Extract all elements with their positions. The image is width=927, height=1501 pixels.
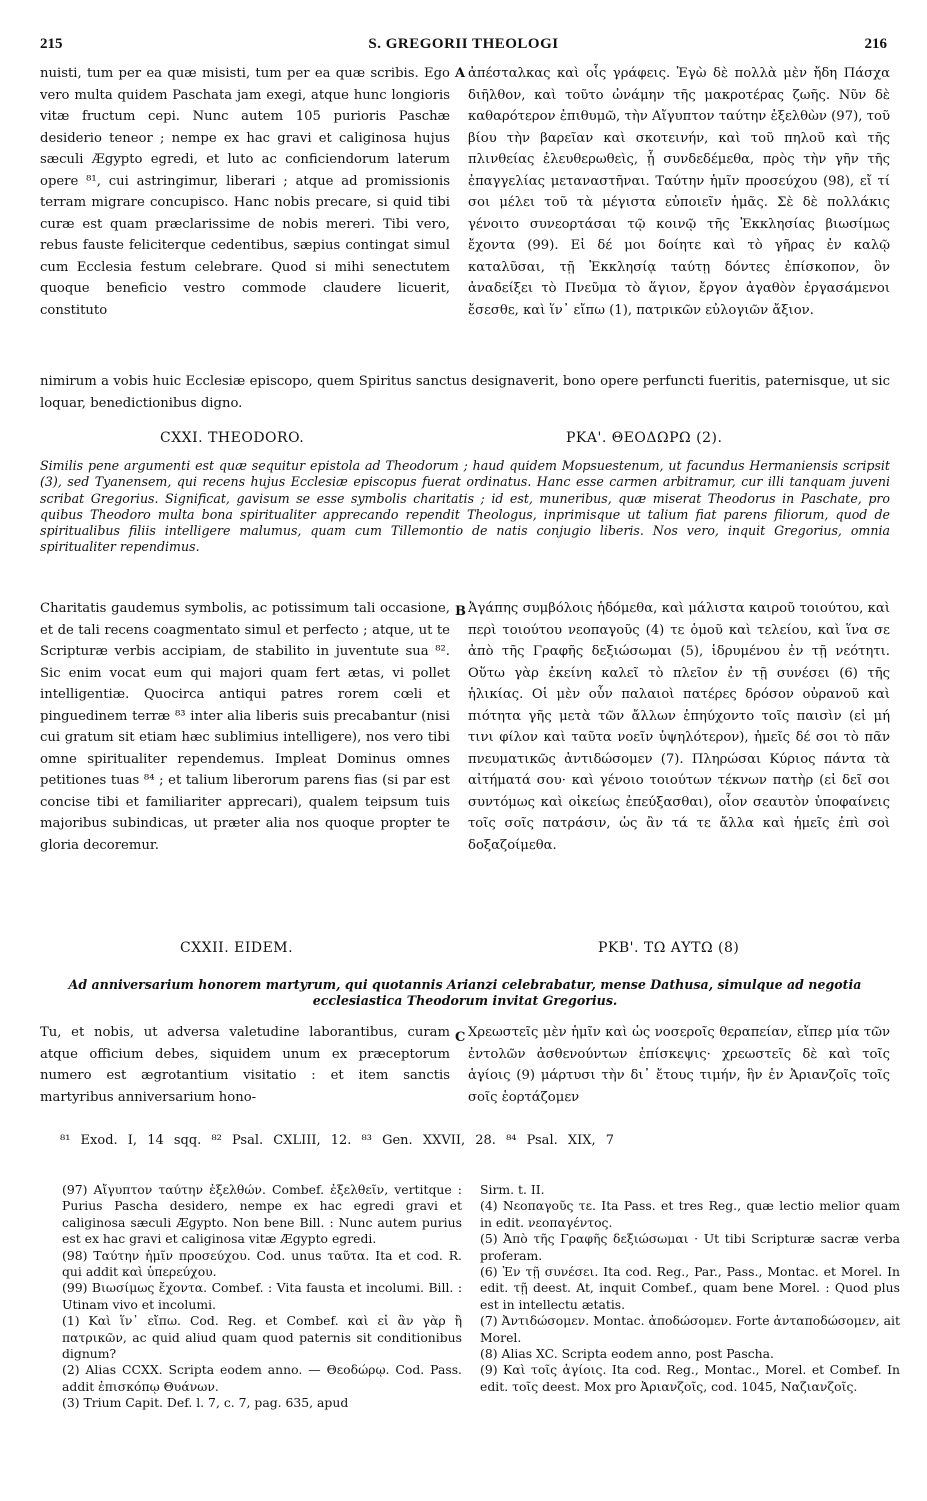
letter-121-greek-title: ΡΚΑ'. ΘΕΟΔΩΡΩ (2). xyxy=(566,430,723,446)
letter-121-summary: Similis pene argumenti est quæ sequitur epistola ad Theodorum ; haud quidem Mopsuestenum, ut facundus Hermaniensis scripsit (3), sed Tyanensem, qui recens hujus Ecclesiæ episcopus fuerat ordinatus. Hanc esse carmen arbitramur, cur illi tanquam juveni scribat Gregorius. Significat, gavisum se esse symbolis charitatis ; id est, muneribus, quæ miserat Theodorus in Paschate, pro quibus Theodoro multa bona spiritualiter apprecando rependit Theologus, inprimisque ut talium fiat parens filiorum, quod de spiritualibus filiis intelligere malumus, quam cum Tillemontio de natis conjugio liberis. Nos vero, inquit Gregorius, omnia spiritualiter rependimus. xyxy=(40,458,890,555)
notes-right-column xyxy=(480,1182,900,1395)
letter-121-latin-text: Charitatis gaudemus symbolis, ac potissimum tali occasione, et de tali recens coagmentato simul et perfecto ; atque, ut te Scripturæ verbis accipiam, de stabilito in juventute sua ⁸². Sic enim vocat eum qui majori quam fert ætas, vi pollet intelligentiæ. Quocirca antiqui patres rorem cœli et pinguedinem terræ ⁸³ inter alia liberis suis precabantur (nisi cui gratum sit etiam hæc sublimius intelligere), nos vero tibi omne spiritualiter rependemus. Impleat Dominus omnes petitiones tuas ⁸⁴ ; et talium liberorum parens fias (si par est concise tibi et familiariter apprecari), qualem teipsum tuis majoribus subindicas, ut præter alia nos quoque propter te gloria decoremur. xyxy=(40,601,450,853)
right-page-number: 216 xyxy=(864,36,887,52)
scripture-references: ⁸¹ Exod. I, 14 sqq. ⁸² Psal. CXLIII, 12. ⁸³ Gen. XXVII, 28. ⁸⁴ Psal. XIX, 7 xyxy=(60,1133,615,1148)
letter-122-latin-text: Tu, et nobis, ut adversa valetudine laborantibus, curam atque officium debes, siquidem unum ex præceptorum numero est ægrotantium visitatio : et item sanctis martyribus anniversarium hono- xyxy=(40,1025,450,1105)
latin-column-top: nuisti, tum per ea quæ misisti, tum per ea quæ scribis. Ego vero multa quidem Paschata jam exegi, atque hunc longioris vitæ fructum cepi. Nunc autem 105 purioris Paschæ desiderio teneor ; nempe ex hac gravi et caliginosa hujus sæculi Ægypto egredi, et luto ac conficiendorum laterum opere ⁸¹, cui astringimur, liberari ; atque ad promissionis terram migrare concupisco. Hanc nobis precare, si quid tibi curæ est quam præclarissime de nobis mereri. Tibi vero, rebus fauste feliciterque cedentibus, sæpius contingat simul cum Ecclesia festum celebrare. Quod si mihi senectutem quoque beneficio vestro commode claudere licuerit, constituto xyxy=(40,66,450,318)
column-marker-c: C xyxy=(455,1030,466,1045)
note-1: (1) Καὶ ἵν᾽ εἴπω. Cod. Reg. et Combef. καὶ εἰ ἂν γὰρ ἢ πατρικῶν, ac quid aliud quam quod paternis sit conditionibus dignum? xyxy=(62,1313,462,1362)
note-3: (3) Trium Capit. Def. l. 7, c. 7, pag. 635, apud xyxy=(62,1395,349,1411)
letter-122-latin-title: CXXII. EIDEM. xyxy=(180,940,294,956)
note-98: (98) Ταύτην ἡμῖν προσεύχου. Cod. unus ταῦτα. Ita et cod. R. qui addit καὶ ὑπερεύχου. xyxy=(62,1247,462,1280)
letter-121-latin-title: CXXI. THEODORO. xyxy=(160,430,305,446)
note-7: (7) Ἀντιδώσομεν. Montac. ἀποδώσομεν. Forte ἀνταποδώσομεν, ait Morel. xyxy=(480,1313,900,1345)
note-3-continued: Sirm. t. II. xyxy=(480,1182,545,1197)
note-8: (8) Alias XC. Scripta eodem anno, post Pascha. xyxy=(480,1346,774,1362)
left-page-number: 215 xyxy=(40,36,63,52)
letter-122-greek-text: Χρεωστεῖς μὲν ἡμῖν καὶ ὡς νοσεροῖς θεραπείαν, εἴπερ μία τῶν ἐντολῶν ἀσθενούντων ἐπίσκεψις· χρεωστεῖς δὲ καὶ τοῖς ἁγίοις (9) μάρτυσι τὴν δι᾽ ἔτους τιμήν, ἣν ἐν Ἀριανζοῖς τοῖς σοῖς ἑορτάζομεν xyxy=(468,1025,890,1105)
running-title: S. GREGORII THEOLOGI xyxy=(368,36,559,52)
letter-122-greek-title: ΡΚΒ'. ΤΩ ΑΥΤΩ (8) xyxy=(598,940,740,956)
note-6: (6) Ἐν τῇ συνέσει. Ita cod. Reg., Par., Pass., Montac. et Morel. In edit. τῇ deest. At, inquit Combef., quam bene Morel. : Quod plus est in intellectu ætatis. xyxy=(480,1264,900,1312)
note-99: (99) Βιωσίμως ἔχοντα. Combef. : Vita fausta et incolumi. Bill. : Utinam vivo et incolumi. xyxy=(62,1280,462,1312)
letter-121-greek-text: Ἀγάπης συμβόλοις ἡδόμεθα, καὶ μάλιστα καιροῦ τοιούτου, καὶ περὶ τοιούτου νεοπαγοῦς (4) τε ὁμοῦ καὶ τελείου, καὶ ἵνα σε ἀπὸ τῆς Γραφῆς δεξιώσωμαι (5), ἱδρυμένου ἐν τῇ νεότητι. Οὕτω γὰρ ἐκείνη καλεῖ τὸ πλεῖον ἐν τῇ συνέσει (6) τῆς ἡλικίας. Οἱ μὲν οὖν παλαιοὶ πατέρες δρόσον οὐρανοῦ καὶ πιότητα γῆς μετὰ τῶν ἄλλων ἐπηύχοντο τοῖς παισὶν (εἰ μή τινι φίλον καὶ ταῦτα νοεῖν ὑψηλότερον), ἡμεῖς δέ σοι τὸ πᾶν πνευματικῶς ἀντιδώσομεν (7). Πληρώσαι Κύριος πάντα τὰ αἰτήματά σου· καὶ γένοιο τοιούτων τέκνων πατὴρ (εἰ δεῖ σοι συντόμως καὶ οἰκείως ἐπεύξασθαι), οἷον σεαυτὸν ὑποφαίνεις τοῖς σοῖς πατράσιν, ὡς ἂν τά τε ἄλλα καὶ ἡμεῖς ἐπὶ σοὶ δοξαζοίμεθα. xyxy=(468,601,890,853)
page-header xyxy=(40,36,887,56)
note-9: (9) Καὶ τοῖς ἁγίοις. Ita cod. Reg., Montac., Morel. et Combef. In edit. τοῖς deest. Mox pro Ἀριανζοῖς, cod. 1045, Ναζιανζοῖς. xyxy=(480,1362,900,1394)
letter-122-summary: Ad anniversarium honorem martyrum, qui quotannis Arianzi celebrabatur, mense Dathusa, simulque ad negotia ecclesiastica Theodorum invitat Gregorius. xyxy=(68,977,862,1009)
note-4: (4) Νεοπαγοῦς τε. Ita Pass. et tres Reg., quæ lectio melior quam in edit. νεοπαγέντος. xyxy=(480,1198,900,1230)
column-marker-b: B xyxy=(455,604,466,619)
note-97: (97) Αἴγυπτον ταύτην ἐξελθών. Combef. ἐξελθεῖν, vertitque : Purius Pascha desidero, nempe ex hac egredi gravi et caliginosa sæculi Ægypto. Non bene Bill. : Nunc autem purius est ex hac gravi et caliginosa vitæ Ægypto egredi. xyxy=(62,1182,462,1247)
greek-column-top: ἀπέσταλκας καὶ οἷς γράφεις. Ἐγὼ δὲ πολλὰ μὲν ἤδη Πάσχα διῆλθον, καὶ τοῦτο ὠνάμην τῆς μακροτέρας ζωῆς. Νῦν δὲ καθαρότερον ἐπιθυμῶ, τὴν Αἴγυπτον ταύτην ἐξελθὼν (97), τοῦ βίου τὴν βαρεῖαν καὶ σκοτεινήν, καὶ τοῦ πηλοῦ καὶ τῆς πλινθείας ἐλευθερωθεὶς, ᾗ συνδεδέμεθα, πρὸς τὴν γῆν τῆς ἐπαγγελίας μεταναστῆναι. Ταύτην ἡμῖν προσεύχου (98), εἴ τί σοι μέλει τοῦ τὰ μέγιστα εὐποιεῖν ἡμᾶς. Σὲ δὲ πολλάκις γένοιτο συνεορτάσαι τῷ κοινῷ τῆς Ἐκκλησίας βιωσίμως ἔχοντα (99). Εἰ δέ μοι δοίητε καὶ τὸ γῆρας ἐν καλῷ καταλῦσαι, τῇ Ἐκκλησίᾳ ταύτῃ δόντες ἐπίσκοπον, ὃν ἀναδείξει τὸ Πνεῦμα τὸ ἅγιον, ἔργον ἀγαθὸν ἐργασάμενοι ἔσεσθε, καὶ ἵν᾽ εἴπω (1), πατρικῶν εὐλογιῶν ἄξιον. xyxy=(468,66,890,318)
column-marker-a: A xyxy=(455,66,466,81)
note-5: (5) Ἀπὸ τῆς Γραφῆς δεξιώσωμαι · Ut tibi Scripturæ sacræ verba proferam. xyxy=(480,1231,900,1263)
note-2: (2) Alias CCXX. Scripta eodem anno. — Θεοδώρῳ. Cod. Pass. addit ἐπισκόπῳ Θυάνων. xyxy=(62,1362,462,1394)
latin-continuation-full: nimirum a vobis huic Ecclesiæ episcopo, quem Spiritus sanctus designaverit, bono opere perfuncti fueritis, paternisque, ut sic loquar, benedictionibus digno. xyxy=(40,374,890,411)
notes-left-column xyxy=(62,1182,462,1412)
